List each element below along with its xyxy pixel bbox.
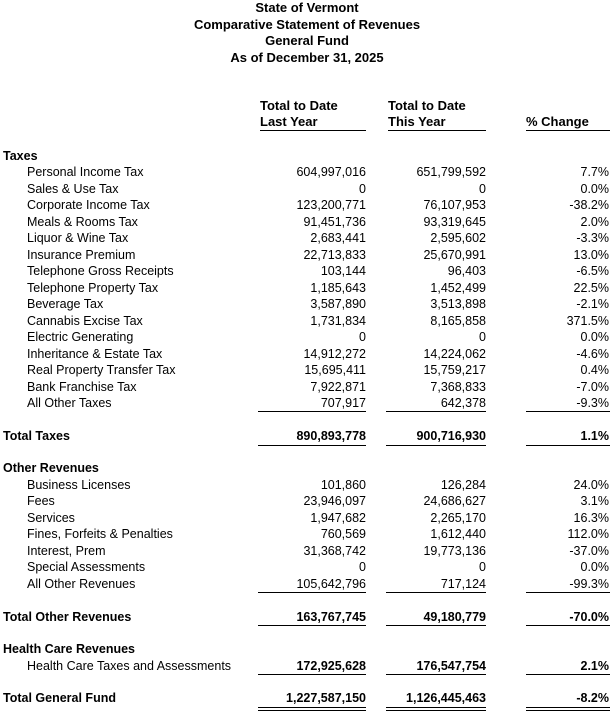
column-header-pct-change bbox=[526, 114, 610, 131]
total-row-taxes bbox=[0, 428, 614, 444]
row-last-year: 22,713,833 bbox=[303, 247, 366, 262]
row-last-year: 105,642,796 bbox=[296, 576, 366, 591]
row-label: All Other Taxes bbox=[27, 396, 112, 410]
row-label: Real Property Transfer Tax bbox=[27, 363, 176, 377]
total-last-year: 890,893,778 bbox=[296, 429, 366, 443]
row-label: Telephone Property Tax bbox=[27, 280, 159, 295]
row-label: Bank Franchise Tax bbox=[27, 379, 137, 394]
row-pct-change: -37.0% bbox=[569, 543, 609, 558]
row-last-year: 91,451,736 bbox=[303, 214, 366, 229]
row-pct-change: 371.5% bbox=[566, 313, 609, 328]
section-heading-health-care bbox=[0, 641, 614, 657]
row-last-year: 23,946,097 bbox=[303, 494, 366, 508]
section-label: Taxes bbox=[3, 149, 38, 163]
row-pct-change: 16.3% bbox=[573, 510, 609, 525]
total-rule-last-year bbox=[258, 625, 366, 626]
report-title bbox=[0, 0, 614, 66]
row-this-year: 717,124 bbox=[440, 576, 486, 591]
row-this-year: 2,265,170 bbox=[430, 510, 486, 525]
table-row bbox=[0, 313, 614, 329]
row-pct-change: -99.3% bbox=[569, 576, 609, 591]
grand-total-row bbox=[0, 690, 614, 706]
section-label: Health Care Revenues bbox=[3, 642, 136, 656]
grand-total-this-year: 1,126,445,463 bbox=[406, 691, 486, 705]
table-row bbox=[0, 247, 614, 263]
row-last-year: 123,200,771 bbox=[296, 198, 366, 212]
row-this-year: 3,513,898 bbox=[430, 297, 486, 311]
total-rule-pct bbox=[526, 625, 610, 626]
grand-total-double-rule-last-year bbox=[258, 707, 366, 711]
row-pct-change: -9.3% bbox=[576, 396, 609, 410]
column-header-this-year bbox=[388, 98, 486, 131]
row-label: Liquor & Wine Tax bbox=[27, 231, 129, 245]
row-this-year: 76,107,953 bbox=[423, 198, 486, 212]
row-label: Telephone Gross Receipts bbox=[27, 264, 174, 278]
row-last-year: 760,569 bbox=[320, 527, 366, 541]
table-row bbox=[0, 510, 614, 526]
total-label: Total Taxes bbox=[3, 429, 70, 443]
row-this-year: 25,670,991 bbox=[423, 247, 486, 262]
table-row bbox=[0, 263, 614, 279]
title-fund: General Fund bbox=[265, 33, 349, 48]
title-statement: Comparative Statement of Revenues bbox=[193, 16, 421, 32]
column-header-this-year-line1: Total to Date bbox=[388, 98, 466, 113]
subtotal-rule-last-year bbox=[258, 592, 366, 593]
row-last-year: 2,683,441 bbox=[310, 231, 366, 245]
table-row bbox=[0, 559, 614, 575]
total-pct-change: -70.0% bbox=[569, 609, 609, 624]
row-label: Cannabis Excise Tax bbox=[27, 313, 143, 328]
table-row bbox=[0, 164, 614, 180]
row-pct-change: 13.0% bbox=[573, 247, 609, 262]
row-this-year: 2,595,602 bbox=[430, 231, 486, 245]
table-row bbox=[0, 526, 614, 542]
row-label: Health Care Taxes and Assessments bbox=[27, 658, 232, 673]
table-row bbox=[0, 280, 614, 296]
row-label: Sales & Use Tax bbox=[27, 181, 119, 196]
row-pct-change: 0.0% bbox=[580, 181, 609, 196]
row-pct-change: -6.5% bbox=[576, 264, 609, 278]
table-row bbox=[0, 296, 614, 312]
row-pct-change: -4.6% bbox=[576, 346, 609, 361]
row-last-year: 1,731,834 bbox=[310, 313, 366, 328]
total-this-year: 49,180,779 bbox=[423, 609, 486, 624]
total-last-year: 163,767,745 bbox=[296, 609, 366, 624]
row-pct-change: -2.1% bbox=[576, 297, 609, 311]
subtotal-rule-pct bbox=[526, 592, 610, 593]
row-this-year: 8,165,858 bbox=[430, 313, 486, 328]
table-row bbox=[0, 658, 614, 674]
row-this-year: 7,368,833 bbox=[430, 379, 486, 394]
row-label: All Other Revenues bbox=[27, 576, 136, 591]
table-row bbox=[0, 329, 614, 345]
row-this-year: 24,686,627 bbox=[423, 494, 486, 508]
row-last-year: 31,368,742 bbox=[303, 543, 366, 558]
section-label: Other Revenues bbox=[3, 461, 99, 475]
table-row bbox=[0, 379, 614, 395]
total-pct-change: 1.1% bbox=[580, 429, 609, 443]
column-header-last-year bbox=[260, 98, 366, 131]
row-pct-change: 24.0% bbox=[573, 477, 609, 492]
row-pct-change: 3.1% bbox=[580, 494, 609, 508]
row-pct-change: -7.0% bbox=[576, 379, 609, 394]
total-rule-this-year bbox=[386, 445, 486, 446]
table-row bbox=[0, 543, 614, 559]
row-pct-change: 0.0% bbox=[580, 330, 609, 344]
row-label: Beverage Tax bbox=[27, 297, 104, 311]
row-pct-change: -3.3% bbox=[576, 231, 609, 245]
subtotal-rule-last-year bbox=[258, 411, 366, 412]
row-this-year: 14,224,062 bbox=[423, 346, 486, 361]
column-header-this-year-line2: This Year bbox=[388, 114, 486, 131]
row-last-year: 1,947,682 bbox=[310, 510, 366, 525]
row-label: Special Assessments bbox=[27, 560, 146, 574]
row-pct-change: 7.7% bbox=[580, 165, 609, 179]
row-last-year: 15,695,411 bbox=[304, 363, 366, 377]
column-header-last-year-line2: Last Year bbox=[260, 114, 366, 131]
row-this-year: 0 bbox=[479, 181, 486, 196]
row-last-year: 0 bbox=[359, 330, 366, 344]
row-label: Services bbox=[27, 510, 75, 525]
total-label: Total Other Revenues bbox=[3, 609, 132, 624]
row-this-year: 19,773,136 bbox=[423, 543, 486, 558]
table-row bbox=[0, 576, 614, 592]
grand-total-label: Total General Fund bbox=[3, 691, 116, 705]
subtotal-rule-pct bbox=[526, 674, 610, 675]
table-row bbox=[0, 346, 614, 362]
row-last-year: 172,925,628 bbox=[296, 658, 366, 673]
row-this-year: 642,378 bbox=[440, 396, 486, 410]
grand-total-double-rule-this-year bbox=[386, 707, 486, 711]
column-header-last-year-line1: Total to Date bbox=[260, 98, 338, 113]
row-this-year: 0 bbox=[479, 330, 486, 344]
row-label: Personal Income Tax bbox=[27, 165, 144, 179]
row-label: Insurance Premium bbox=[27, 247, 136, 262]
total-rule-last-year bbox=[258, 445, 366, 446]
total-rule-this-year bbox=[386, 625, 486, 626]
table-row bbox=[0, 477, 614, 493]
table-row bbox=[0, 214, 614, 230]
table-row bbox=[0, 493, 614, 509]
subtotal-rule-pct bbox=[526, 411, 610, 412]
row-pct-change: 2.0% bbox=[580, 214, 609, 229]
row-last-year: 0 bbox=[359, 181, 366, 196]
table-row bbox=[0, 362, 614, 378]
row-label: Corporate Income Tax bbox=[27, 198, 150, 212]
row-label: Business Licenses bbox=[27, 477, 131, 492]
row-this-year: 176,547,754 bbox=[416, 658, 486, 673]
row-pct-change: 22.5% bbox=[573, 280, 609, 295]
row-label: Fines, Forfeits & Penalties bbox=[27, 527, 173, 541]
row-pct-change: 0.0% bbox=[580, 560, 609, 574]
section-heading-taxes bbox=[0, 148, 614, 164]
row-this-year: 96,403 bbox=[447, 264, 486, 278]
total-rule-pct bbox=[526, 445, 610, 446]
grand-total-pct-change: -8.2% bbox=[576, 691, 609, 705]
table-row bbox=[0, 395, 614, 411]
table-row bbox=[0, 181, 614, 197]
total-this-year: 900,716,930 bbox=[416, 429, 486, 443]
row-pct-change: 2.1% bbox=[580, 658, 609, 673]
row-this-year: 0 bbox=[479, 560, 486, 574]
title-date: As of December 31, 2025 bbox=[230, 49, 384, 65]
title-state: State of Vermont bbox=[255, 0, 359, 15]
table-row bbox=[0, 197, 614, 213]
row-pct-change: 0.4% bbox=[580, 363, 609, 377]
row-this-year: 1,612,440 bbox=[430, 527, 486, 541]
row-label: Meals & Rooms Tax bbox=[27, 214, 138, 229]
row-this-year: 1,452,499 bbox=[430, 280, 486, 295]
row-label: Electric Generating bbox=[27, 330, 134, 344]
row-this-year: 651,799,592 bbox=[416, 165, 486, 179]
grand-total-last-year: 1,227,587,150 bbox=[286, 691, 366, 705]
row-this-year: 93,319,645 bbox=[423, 214, 486, 229]
section-heading-other-revenues bbox=[0, 460, 614, 476]
row-label: Inheritance & Estate Tax bbox=[27, 346, 163, 361]
row-pct-change: -38.2% bbox=[569, 198, 609, 212]
row-last-year: 101,860 bbox=[320, 477, 366, 492]
grand-total-double-rule-pct bbox=[526, 707, 610, 711]
row-label: Interest, Prem bbox=[27, 543, 106, 558]
subtotal-rule-last-year bbox=[258, 674, 366, 675]
table-row bbox=[0, 230, 614, 246]
row-last-year: 707,917 bbox=[320, 396, 366, 410]
column-header-pct-change-label: % Change bbox=[526, 114, 610, 131]
row-pct-change: 112.0% bbox=[567, 527, 609, 541]
subtotal-rule-this-year bbox=[386, 592, 486, 593]
row-last-year: 14,912,272 bbox=[303, 346, 366, 361]
subtotal-rule-this-year bbox=[386, 411, 486, 412]
row-last-year: 0 bbox=[359, 560, 366, 574]
row-last-year: 103,144 bbox=[320, 264, 366, 278]
row-last-year: 604,997,016 bbox=[296, 165, 366, 179]
subtotal-rule-this-year bbox=[386, 674, 486, 675]
row-last-year: 3,587,890 bbox=[310, 297, 366, 311]
row-this-year: 15,759,217 bbox=[423, 363, 486, 377]
row-last-year: 7,922,871 bbox=[310, 379, 366, 394]
total-row-other-revenues bbox=[0, 609, 614, 625]
row-last-year: 1,185,643 bbox=[310, 280, 366, 295]
row-label: Fees bbox=[27, 494, 55, 508]
row-this-year: 126,284 bbox=[440, 477, 486, 492]
